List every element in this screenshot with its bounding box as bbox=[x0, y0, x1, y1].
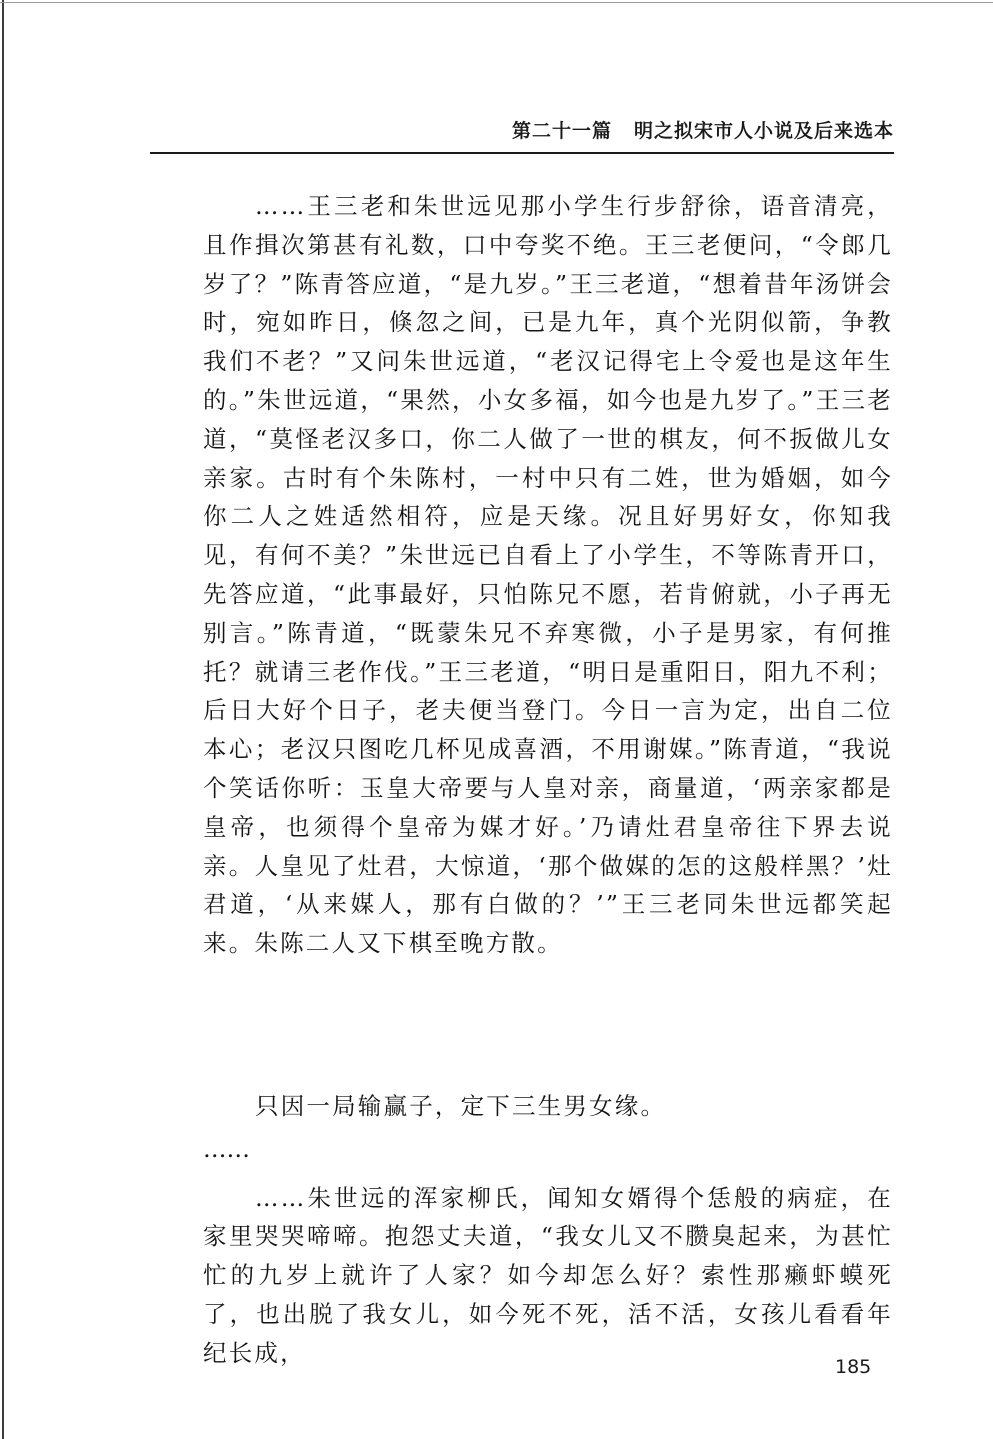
paragraph-2: ……朱世远的浑家柳氏，闻知女婿得个恁般的病症，在家里哭哭啼啼。抱怨丈夫道，“我女儿又不臜臭起来，为甚忙忙的九岁上就许了人家？如今却怎么好？索性那癞虾蟆死了，也出脱了我女儿，如今死不死，活不活，女孩儿看看年纪长成， bbox=[203, 1183, 893, 1367]
paragraph-verse: 只因一局输赢子，定下三生男女缘。 bbox=[255, 1092, 667, 1120]
header-rule bbox=[150, 152, 894, 154]
chapter-title: 明之拟宋市人小说及后来选本 bbox=[633, 120, 894, 142]
chapter-label: 第二十一篇 bbox=[511, 120, 612, 142]
paragraph-ellipsis: …… bbox=[203, 1134, 250, 1163]
paragraph-1: ……王三老和朱世远见那小学生行步舒徐，语音清亮，且作揖次第甚有礼数，口中夸奖不绝。王三老便问，“令郎几岁了？”陈青答应道，“是九岁。”王三老道，“想着昔年汤饼会时，宛如昨日，倏忽之间，已是九年，真个光阴似箭，争教我们不老？”又问朱世远道，“老汉记得宅上令爱也是这年生的。”朱世远道，“果然，小女多福，如今也是九岁了。”王三老道，“莫怪老汉多口，你二人做了一世的棋友，何不扳做儿女亲家。古时有个朱陈村，一村中只有二姓，世为婚姻，如今你二人之姓适然相符，应是天缘。况且好男好女，你知我见，有何不美？”朱世远已自看上了小学生，不等陈青开口，先答应道，“此事最好，只怕陈兄不愿，若肯俯就，小子再无别言。”陈青道，“既蒙朱兄不弃寒微，小子是男家，有何推托？就请三老作伐。”王三老道，“明日是重阳日，阳九不利；后日大好个日子，老夫便当登门。今日一言为定，出自二位本心；老汉只图吃几杯见成喜酒，不用谢媒。”陈青道，“我说个笑话你听：玉皇大帝要与人皇对亲，商量道，‘两亲家都是皇帝，也须得个皇帝为媒才好。’乃请灶君皇帝往下界去说亲。人皇见了灶君，大惊道，‘那个做媒的怎的这般样黑？’灶君道，‘从来媒人，那有白做的？’”王三老同朱世远都笑起来。朱陈二人又下棋至晚方散。 bbox=[203, 192, 893, 958]
page-edge-left bbox=[2, 0, 4, 1439]
page-edge-top bbox=[0, 2, 993, 3]
body-text bbox=[203, 187, 893, 1373]
page-number: 185 bbox=[835, 1356, 872, 1378]
running-header bbox=[150, 116, 894, 150]
